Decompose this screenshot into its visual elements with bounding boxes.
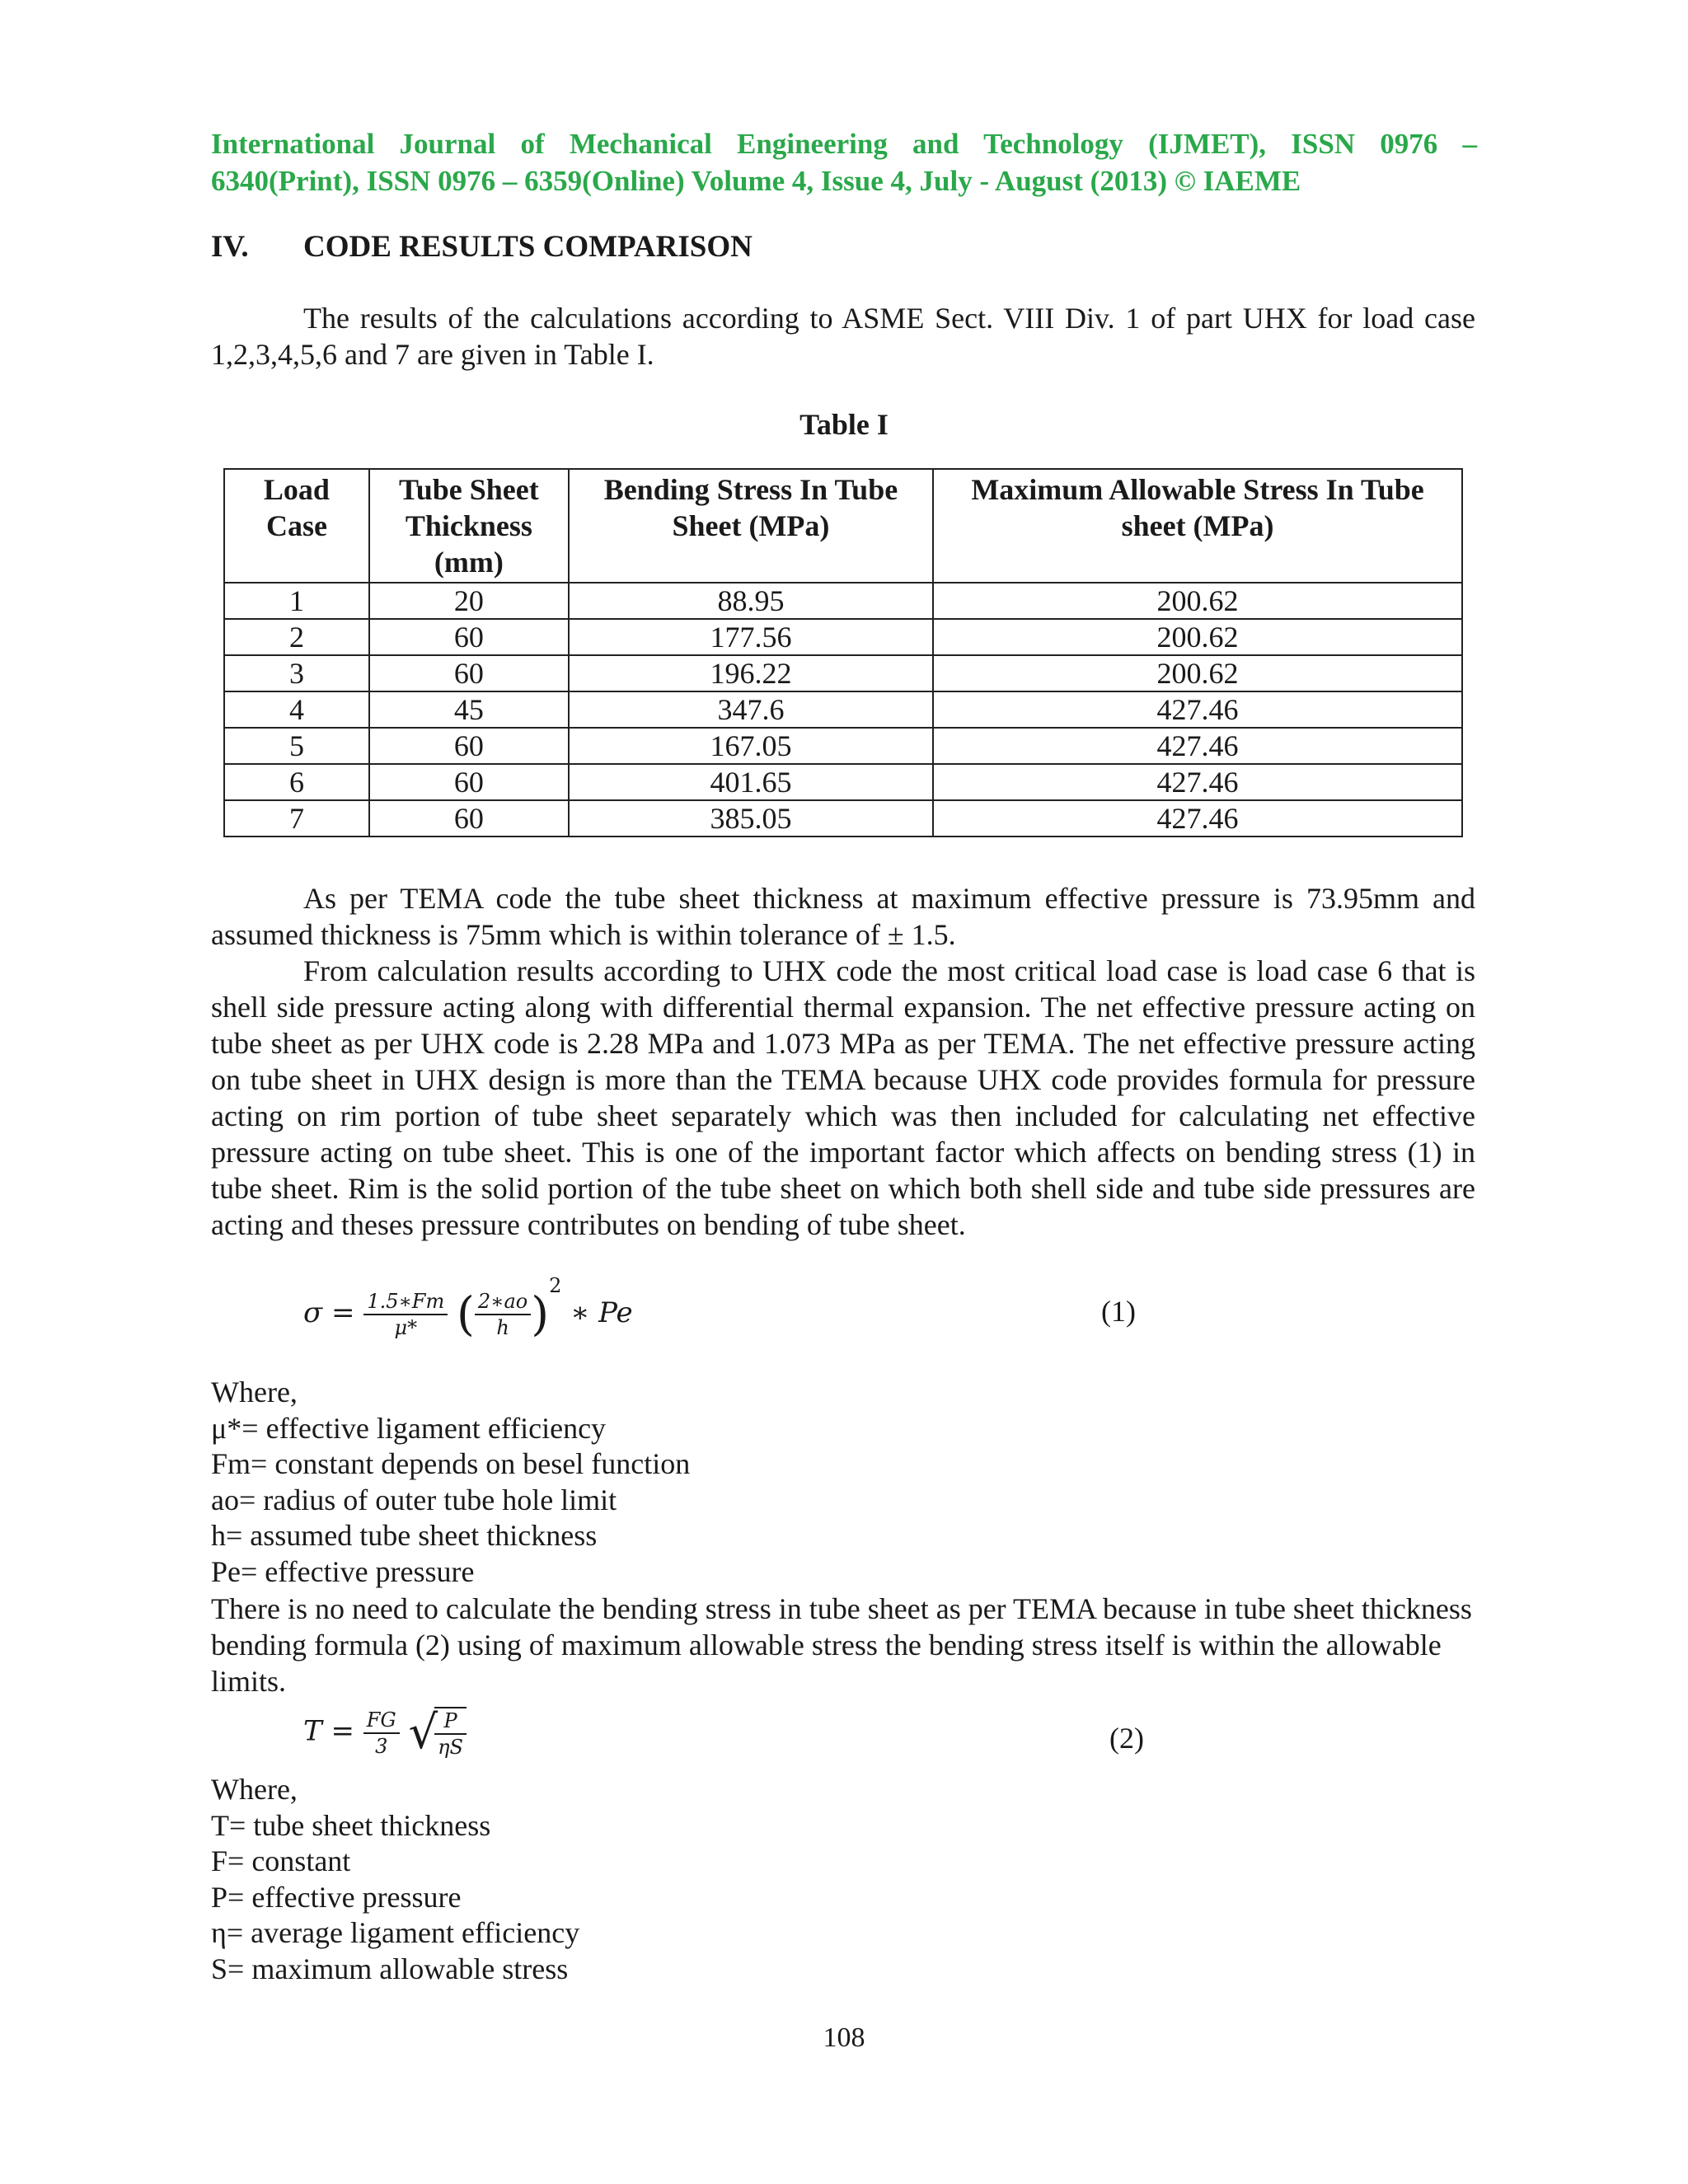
eq2-root-numerator: P <box>434 1708 467 1735</box>
header-allowable-stress: Maximum Allowable Stress In Tube sheet (MPa) <box>933 469 1462 583</box>
section-heading <box>211 229 753 265</box>
header-load-case: Load Case <box>224 469 369 583</box>
definition-item: ao= radius of outer tube hole limit <box>211 1483 617 1516</box>
eq1-f2-numerator: 2∗ao <box>475 1289 531 1315</box>
eq1-f2-denominator: h <box>496 1316 509 1339</box>
eq2-denominator: 3 <box>375 1734 388 1758</box>
journal-header-line-1: International Journal of Mechanical Engineering and Technology (IJMET), ISSN 0976 – <box>211 128 1477 160</box>
cell-thickness: 60 <box>369 764 569 800</box>
section-number: IV. <box>211 230 249 264</box>
journal-header-line-2: 6340(Print), ISSN 0976 – 6359(Online) Volume 4, Issue 4, July - August (2013) © IAEME <box>211 165 1301 197</box>
cell-load-case: 5 <box>224 728 369 764</box>
definition-item: μ*= effective ligament efficiency <box>211 1411 607 1445</box>
intro-text: The results of the calculations according to ASME Sect. VIII Div. 1 of part UHX for load case 1,2,3,4,5,6 and 7 are given in Table I. <box>211 302 1475 371</box>
results-table <box>223 468 1463 837</box>
section-title: CODE RESULTS COMPARISON <box>303 230 753 264</box>
cell-allowable-stress: 427.46 <box>933 800 1462 837</box>
eq1-f1-denominator: μ* <box>394 1316 418 1339</box>
intro-paragraph <box>211 300 1475 373</box>
definition-item: P= effective pressure <box>211 1880 462 1914</box>
header-bending-stress: Bending Stress In Tube Sheet (MPa) <box>569 469 933 583</box>
cell-thickness: 45 <box>369 691 569 728</box>
journal-header <box>211 125 1477 199</box>
cell-bending-stress: 177.56 <box>569 619 933 655</box>
cell-allowable-stress: 200.62 <box>933 655 1462 691</box>
cell-bending-stress: 401.65 <box>569 764 933 800</box>
table-row <box>224 691 1462 728</box>
uhx-text: From calculation results according to UHX code the most critical load case is load case 6 that is shell side pressure acting along with differential thermal expansion. The net effective pressure acting on tube sheet as per UHX code is 2.28 MPa and 1.073 MPa as per TEMA. The net effective pressure acting on tube sheet in UHX design is more than the TEMA because UHX code provides formula for pressure acting on rim portion of tube sheet separately which was then included for calculating net effective pressure acting on tube sheet. This is one of the important factor which affects on bending stress (1) in tube sheet. Rim is the solid portion of the tube sheet on which both shell side and tube side pressures are acting and theses pressure contributes on bending of tube sheet. <box>211 954 1475 1241</box>
table-row <box>224 619 1462 655</box>
table-row <box>224 583 1462 619</box>
cell-allowable-stress: 200.62 <box>933 583 1462 619</box>
eq1-f1-numerator: 1.5∗Fm <box>363 1289 448 1315</box>
eq1-lhs: σ = <box>303 1296 355 1329</box>
definition-item: Fm= constant depends on besel function <box>211 1447 691 1481</box>
eq1-rhs: ∗ Pe <box>570 1296 633 1329</box>
cell-bending-stress: 88.95 <box>569 583 933 619</box>
cell-load-case: 4 <box>224 691 369 728</box>
cell-load-case: 6 <box>224 764 369 800</box>
equation-2: T = $\frac{FG}{3}$ √ $\frac{P}{\eta S}$ <box>303 1706 467 1760</box>
cell-thickness: 60 <box>369 728 569 764</box>
cell-load-case: 2 <box>224 619 369 655</box>
cell-load-case: 7 <box>224 800 369 837</box>
cell-allowable-stress: 427.46 <box>933 691 1462 728</box>
eq1-fraction-2 <box>475 1289 531 1340</box>
uhx-paragraph <box>211 953 1475 1243</box>
equation-1-number: (1) <box>1101 1295 1136 1328</box>
eq2-lhs: T = <box>303 1714 354 1748</box>
definition-item: η= average ligament efficiency <box>211 1916 580 1950</box>
definition-item: Pe= effective pressure <box>211 1554 475 1588</box>
cell-bending-stress: 196.22 <box>569 655 933 691</box>
where-list-2 <box>211 1772 579 1988</box>
cell-thickness: 60 <box>369 619 569 655</box>
table-row <box>224 655 1462 691</box>
equation-1: σ = $\frac{1.5∗Fm}{\mu*}$ ( $\frac{2∗ao}{h}$ )$^2$ ∗ Pe <box>303 1274 633 1342</box>
cell-bending-stress: 347.6 <box>569 691 933 728</box>
tema-paragraph <box>211 880 1475 953</box>
eq2-numerator: FG <box>363 1708 400 1734</box>
where-list-1 <box>211 1375 690 1591</box>
tema-note-paragraph: There is no need to calculate the bending stress in tube sheet as per TEMA because in tube sheet thickness bending formula (2) using of maximum allowable stress the bending stress itself is within the allowable limits. <box>211 1592 1472 1698</box>
page-number: 108 <box>823 2022 865 2053</box>
eq1-exponent: 2 <box>549 1274 562 1297</box>
cell-load-case: 1 <box>224 583 369 619</box>
table-row <box>224 728 1462 764</box>
cell-allowable-stress: 427.46 <box>933 728 1462 764</box>
cell-thickness: 60 <box>369 800 569 837</box>
cell-bending-stress: 167.05 <box>569 728 933 764</box>
cell-allowable-stress: 427.46 <box>933 764 1462 800</box>
table-row <box>224 764 1462 800</box>
table-header-row <box>224 469 1462 583</box>
header-thickness: Tube Sheet Thickness (mm) <box>369 469 569 583</box>
definition-item: h= assumed tube sheet thickness <box>211 1519 598 1553</box>
table-caption: Table I <box>799 408 889 441</box>
eq2-root-denominator: ηS <box>438 1735 463 1759</box>
definition-item: T= tube sheet thickness <box>211 1808 491 1842</box>
where-label: Where, <box>211 1376 298 1408</box>
cell-bending-stress: 385.05 <box>569 800 933 837</box>
cell-load-case: 3 <box>224 655 369 691</box>
definition-item: S= maximum allowable stress <box>211 1952 569 1985</box>
table-row <box>224 800 1462 837</box>
tema-text: As per TEMA code the tube sheet thickness at maximum effective pressure is 73.95mm and assumed thickness is 75mm which is within tolerance of ± 1.5. <box>211 882 1475 951</box>
eq2-fraction <box>363 1708 400 1759</box>
definition-item: F= constant <box>211 1844 351 1878</box>
cell-thickness: 20 <box>369 583 569 619</box>
eq1-fraction-1 <box>363 1289 448 1340</box>
eq2-root-fraction <box>434 1707 467 1760</box>
where-label: Where, <box>211 1773 298 1806</box>
cell-allowable-stress: 200.62 <box>933 619 1462 655</box>
cell-thickness: 60 <box>369 655 569 691</box>
equation-2-number: (2) <box>1109 1722 1144 1755</box>
